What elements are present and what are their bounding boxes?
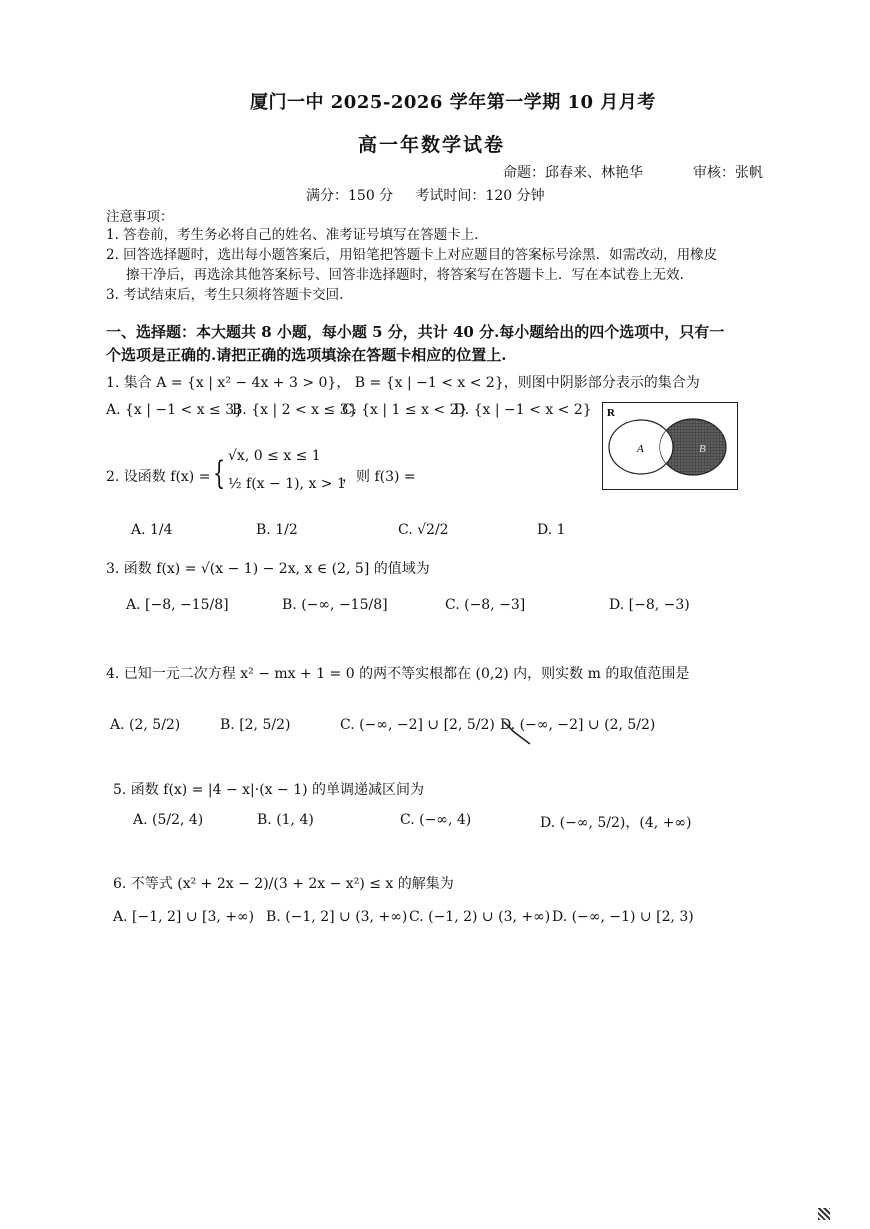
note-item: 擦干净后，再选涂其他答案标号、回答非选择题时，将答案写在答题卡上．写在本试卷上无效. <box>126 267 684 283</box>
q4-option-b: B. [2, 5/2) <box>220 717 291 733</box>
piecewise-brace: { <box>213 454 226 492</box>
q1-option-d: D. {x | −1 < x < 2} <box>454 402 592 418</box>
question-1-stem: 1. 集合 A = {x | x² − 4x + 3 > 0}， B = {x | −1 < x < 2}，则图中阴影部分表示的集合为 <box>106 375 700 391</box>
question-6-stem: 6. 不等式 (x² + 2x − 2)/(3 + 2x − x²) ≤ x 的解集为 <box>113 876 454 892</box>
q5-option-d: D. (−∞, 5/2)，(4, +∞) <box>540 815 692 831</box>
question-2-stem: 2. 设函数 f(x) = <box>106 469 211 485</box>
question-2-tail: ，则 f(3) = <box>342 469 416 485</box>
q4-option-c: C. (−∞, −2] ∪ [2, 5/2) <box>340 717 495 733</box>
scanner-qr-icon <box>818 1208 830 1220</box>
universal-label: R <box>607 407 615 419</box>
section-heading-line1: 一、选择题：本大题共 8 小题，每小题 5 分，共计 40 分.每小题给出的四个选项中，只有一 <box>106 323 725 341</box>
q6-option-c: C. (−1, 2) ∪ (3, +∞) <box>409 909 551 925</box>
q4-option-d: D. (−∞, −2] ∪ (2, 5/2) <box>500 717 656 733</box>
q5-option-a: A. (5/2, 4) <box>133 812 204 828</box>
set-a-label: A <box>637 443 644 455</box>
q5-option-b: B. (1, 4) <box>257 812 314 828</box>
q2-option-b: B. 1/2 <box>256 522 298 538</box>
q2-option-a: A. 1/4 <box>131 522 173 538</box>
question-5-stem: 5. 函数 f(x) = |4 − x|·(x − 1) 的单调递减区间为 <box>113 782 425 798</box>
q3-option-c: C. (−8, −3] <box>445 597 526 613</box>
q3-option-a: A. [−8, −15/8] <box>126 597 229 613</box>
q6-option-d: D. (−∞, −1) ∪ [2, 3) <box>552 909 694 925</box>
exam-title: 厦门一中 2025-2026 学年第一学期 10 月月考 <box>250 92 656 113</box>
venn-diagram <box>602 402 738 490</box>
note-item: 2. 回答选择题时，选出每小题答案后，用铅笔把答题卡上对应题目的答案标号涂黑．如需改动，用橡皮 <box>106 247 718 263</box>
piecewise-case-1: √x, 0 ≤ x ≤ 1 <box>228 448 321 464</box>
q4-option-a: A. (2, 5/2) <box>110 717 181 733</box>
note-item: 1. 答卷前，考生务必将自己的姓名、准考证号填写在答题卡上. <box>106 227 479 243</box>
exam-reviewer: 审核：张帆 <box>693 165 763 181</box>
q3-option-d: D. [−8, −3) <box>609 597 690 613</box>
section-heading-line2: 个选项是正确的.请把正确的选项填涂在答题卡相应的位置上. <box>106 346 507 364</box>
q2-option-d: D. 1 <box>537 522 566 538</box>
score-time: 满分：150 分 考试时间：120 分钟 <box>306 188 545 204</box>
question-3-stem: 3. 函数 f(x) = √(x − 1) − 2x, x ∈ (2, 5] 的值域为 <box>106 561 430 577</box>
q2-option-c: C. √2/2 <box>398 522 449 538</box>
q1-option-c: C. {x | 1 ≤ x < 2} <box>342 402 468 418</box>
q1-option-b: B. {x | 2 < x ≤ 3} <box>232 402 358 418</box>
q5-option-c: C. (−∞, 4) <box>400 812 472 828</box>
set-b-label: B <box>699 443 706 455</box>
q6-option-b: B. (−1, 2] ∪ (3, +∞) <box>266 909 408 925</box>
handwritten-check-mark <box>500 712 534 746</box>
notes-heading: 注意事项： <box>106 209 174 225</box>
q6-option-a: A. [−1, 2] ∪ [3, +∞) <box>113 909 255 925</box>
venn-svg <box>603 403 737 489</box>
note-item: 3. 考试结束后，考生只须将答题卡交回. <box>106 287 344 303</box>
exam-authors: 命题：邱春来、林艳华 <box>503 165 643 181</box>
question-4-stem: 4. 已知一元二次方程 x² − mx + 1 = 0 的两不等实根都在 (0,2) 内，则实数 m 的取值范围是 <box>106 666 690 682</box>
exam-subtitle: 高一年数学试卷 <box>358 134 506 156</box>
q1-option-a: A. {x | −1 < x ≤ 3} <box>106 402 244 418</box>
piecewise-case-2: ½ f(x − 1), x > 1 <box>228 476 346 492</box>
q3-option-b: B. (−∞, −15/8] <box>282 597 388 613</box>
